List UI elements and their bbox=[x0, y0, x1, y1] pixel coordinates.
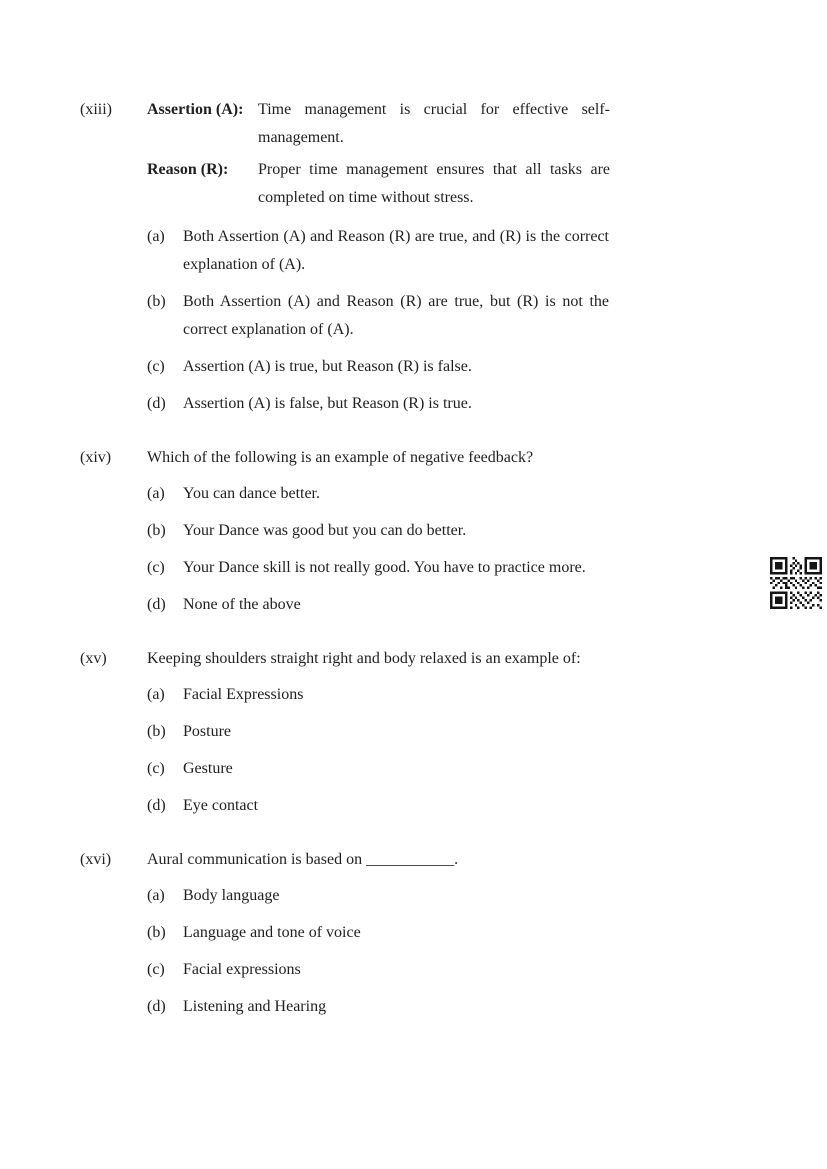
assertion-label: Assertion (A): bbox=[147, 101, 244, 118]
options-list bbox=[147, 882, 643, 1021]
option-text: Listening and Hearing bbox=[183, 998, 327, 1015]
option-letter: (c) bbox=[147, 961, 165, 978]
option-text: None of the above bbox=[183, 596, 301, 613]
question-number: (xiii) bbox=[80, 101, 112, 118]
question-xv bbox=[80, 645, 643, 820]
option-text: Posture bbox=[183, 723, 231, 740]
option-row bbox=[147, 353, 643, 381]
reason-text: Proper time management ensures that all tasks are completed on time without stress. bbox=[258, 161, 610, 206]
question-number: (xvi) bbox=[80, 851, 112, 868]
option-letter: (c) bbox=[147, 559, 165, 576]
option-text: Assertion (A) is false, but Reason (R) is true. bbox=[183, 395, 472, 412]
option-row bbox=[147, 755, 643, 783]
question-text: Aural communication is based on ___________. bbox=[147, 851, 459, 868]
option-letter: (d) bbox=[147, 395, 166, 412]
qr-code-icon bbox=[770, 557, 822, 609]
reason-label: Reason (R): bbox=[147, 161, 229, 178]
question-xiii bbox=[80, 96, 643, 418]
option-row bbox=[147, 792, 643, 820]
reason-row bbox=[147, 156, 643, 212]
option-text: Facial expressions bbox=[183, 961, 301, 978]
options-list bbox=[147, 480, 643, 619]
option-letter: (a) bbox=[147, 887, 165, 904]
option-letter: (c) bbox=[147, 760, 165, 777]
option-letter: (c) bbox=[147, 358, 165, 375]
option-text: Language and tone of voice bbox=[183, 924, 361, 941]
option-text: Facial Expressions bbox=[183, 686, 304, 703]
option-letter: (a) bbox=[147, 686, 165, 703]
option-letter: (b) bbox=[147, 723, 166, 740]
question-text: Keeping shoulders straight right and body relaxed is an example of: bbox=[147, 650, 581, 667]
option-text: Your Dance was good but you can do better. bbox=[183, 522, 467, 539]
option-row bbox=[147, 681, 643, 709]
option-text: Assertion (A) is true, but Reason (R) is false. bbox=[183, 358, 472, 375]
options-list bbox=[147, 223, 643, 418]
option-row bbox=[147, 223, 643, 279]
option-row bbox=[147, 919, 643, 947]
assertion-row bbox=[147, 96, 643, 152]
option-text: Both Assertion (A) and Reason (R) are true, and (R) is the correct explanation of (A). bbox=[183, 228, 609, 273]
option-letter: (b) bbox=[147, 293, 166, 310]
option-row bbox=[147, 480, 643, 508]
option-text: Gesture bbox=[183, 760, 233, 777]
option-letter: (d) bbox=[147, 797, 166, 814]
question-text: Which of the following is an example of negative feedback? bbox=[147, 449, 534, 466]
question-number: (xv) bbox=[80, 650, 107, 667]
option-row bbox=[147, 956, 643, 984]
option-letter: (b) bbox=[147, 522, 166, 539]
option-row bbox=[147, 718, 643, 746]
option-letter: (b) bbox=[147, 924, 166, 941]
option-row bbox=[147, 390, 643, 418]
option-text: Both Assertion (A) and Reason (R) are true, but (R) is not the correct explanation of (A). bbox=[183, 293, 609, 338]
option-text: Your Dance skill is not really good. You have to practice more. bbox=[183, 559, 586, 576]
option-row bbox=[147, 993, 643, 1021]
option-text: Eye contact bbox=[183, 797, 259, 814]
option-text: Body language bbox=[183, 887, 280, 904]
option-letter: (a) bbox=[147, 228, 165, 245]
question-number: (xiv) bbox=[80, 449, 112, 466]
question-xiv bbox=[80, 444, 643, 619]
option-letter: (d) bbox=[147, 998, 166, 1015]
option-letter: (a) bbox=[147, 485, 165, 502]
option-row bbox=[147, 591, 643, 619]
option-row bbox=[147, 882, 643, 910]
option-letter: (d) bbox=[147, 596, 166, 613]
option-row bbox=[147, 554, 643, 582]
assertion-text: Time management is crucial for effective self-management. bbox=[258, 101, 610, 146]
option-row bbox=[147, 288, 643, 344]
option-text: You can dance better. bbox=[183, 485, 320, 502]
options-list bbox=[147, 681, 643, 820]
question-xvi bbox=[80, 846, 643, 1021]
option-row bbox=[147, 517, 643, 545]
